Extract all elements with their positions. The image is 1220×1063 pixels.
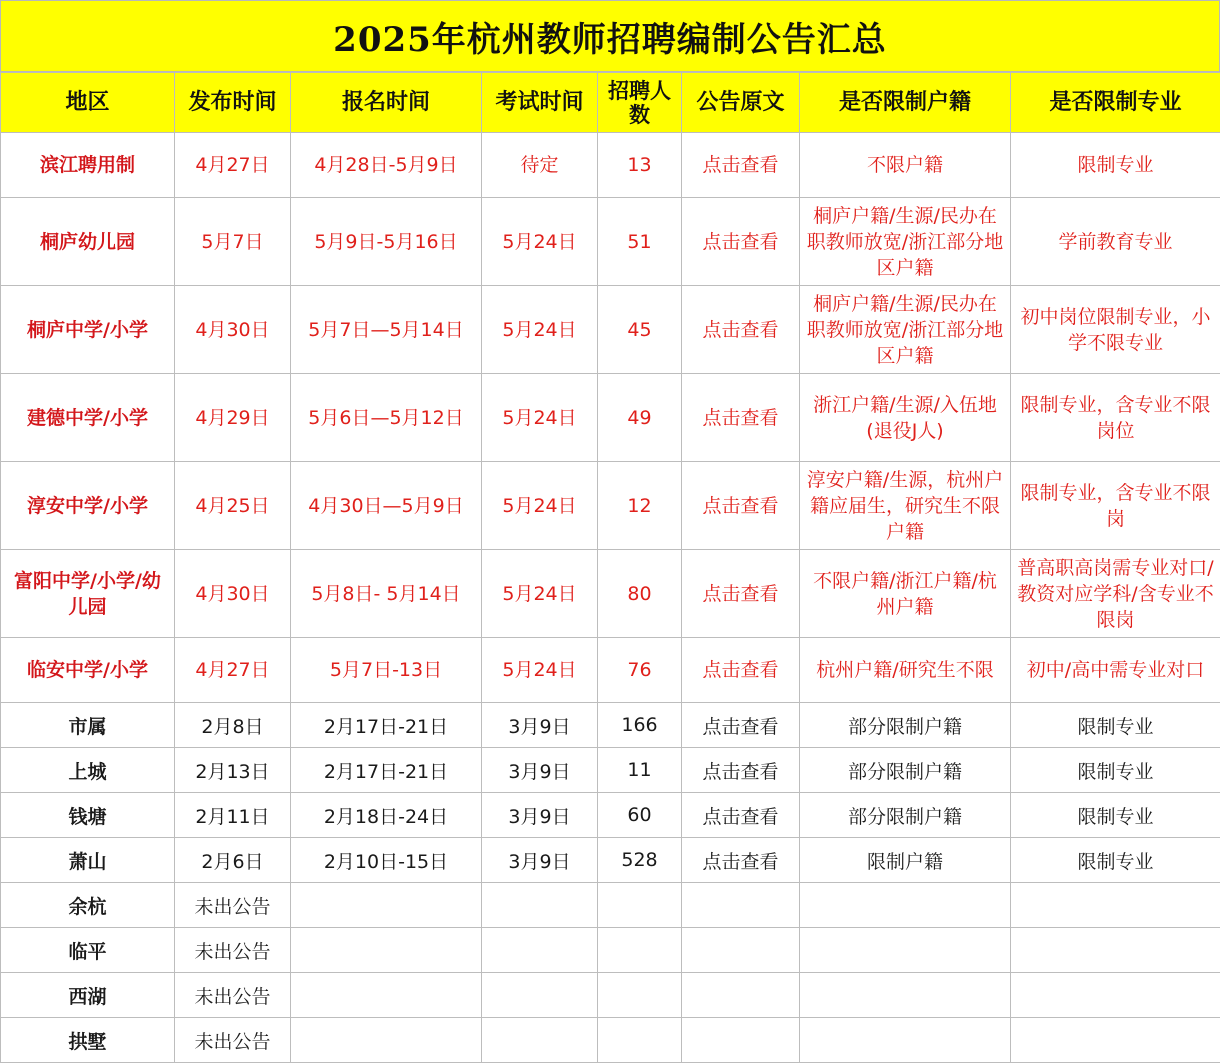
cell-publish-date: 2月8日 [175, 703, 291, 748]
cell-major [1011, 883, 1220, 928]
cell-announcement [682, 1018, 800, 1063]
cell-hukou [800, 973, 1011, 1018]
announcement-link[interactable]: 点击查看 [682, 133, 800, 198]
cell-quota [598, 1018, 682, 1063]
table-row [1, 973, 1220, 1018]
announcement-link[interactable]: 点击查看 [682, 703, 800, 748]
header-exam-date: 考试时间 [482, 73, 598, 133]
cell-quota: 12 [598, 462, 682, 550]
cell-registration [291, 928, 482, 973]
table-row [1, 928, 1220, 973]
cell-quota [598, 973, 682, 1018]
cell-exam-date [482, 973, 598, 1018]
cell-publish-date: 2月11日 [175, 793, 291, 838]
cell-exam-date: 5月24日 [482, 374, 598, 462]
cell-announcement [682, 928, 800, 973]
cell-exam-date [482, 1018, 598, 1063]
cell-quota: 166 [598, 703, 682, 748]
table-row [1, 793, 1220, 838]
cell-exam-date: 待定 [482, 133, 598, 198]
cell-publish-date: 未出公告 [175, 883, 291, 928]
cell-registration: 5月7日—5月14日 [291, 286, 482, 374]
page-title: 2025年杭州教师招聘编制公告汇总 [0, 0, 1220, 72]
cell-quota [598, 928, 682, 973]
cell-exam-date: 3月9日 [482, 838, 598, 883]
cell-publish-date: 未出公告 [175, 1018, 291, 1063]
header-registration: 报名时间 [291, 73, 482, 133]
cell-major: 普高职高岗需专业对口/教资对应学科/含专业不限岗 [1011, 550, 1220, 638]
cell-major: 限制专业，含专业不限岗 [1011, 462, 1220, 550]
table-row [1, 703, 1220, 748]
cell-exam-date [482, 928, 598, 973]
announcement-link[interactable]: 点击查看 [682, 286, 800, 374]
table-row [1, 1018, 1220, 1063]
cell-quota: 13 [598, 133, 682, 198]
cell-exam-date: 5月24日 [482, 198, 598, 286]
cell-publish-date: 2月13日 [175, 748, 291, 793]
cell-hukou: 不限户籍/浙江户籍/杭州户籍 [800, 550, 1011, 638]
cell-registration: 2月10日-15日 [291, 838, 482, 883]
cell-hukou [800, 883, 1011, 928]
cell-region: 临平 [1, 928, 175, 973]
cell-publish-date: 2月6日 [175, 838, 291, 883]
cell-region: 萧山 [1, 838, 175, 883]
cell-major [1011, 1018, 1220, 1063]
cell-major: 限制专业 [1011, 793, 1220, 838]
cell-region: 桐庐幼儿园 [1, 198, 175, 286]
cell-major [1011, 928, 1220, 973]
announcement-link[interactable]: 点击查看 [682, 198, 800, 286]
cell-exam-date [482, 883, 598, 928]
announcement-link[interactable]: 点击查看 [682, 374, 800, 462]
cell-registration: 2月17日-21日 [291, 748, 482, 793]
cell-hukou: 部分限制户籍 [800, 703, 1011, 748]
cell-quota: 51 [598, 198, 682, 286]
cell-region: 滨江聘用制 [1, 133, 175, 198]
cell-hukou: 部分限制户籍 [800, 793, 1011, 838]
cell-hukou: 不限户籍 [800, 133, 1011, 198]
recruitment-table [0, 72, 1220, 1063]
header-row [1, 73, 1220, 133]
cell-major: 初中岗位限制专业，小学不限专业 [1011, 286, 1220, 374]
cell-major: 学前教育专业 [1011, 198, 1220, 286]
cell-hukou: 浙江户籍/生源/入伍地(退役J人) [800, 374, 1011, 462]
cell-region: 建德中学/小学 [1, 374, 175, 462]
announcement-link[interactable]: 点击查看 [682, 638, 800, 703]
cell-quota: 76 [598, 638, 682, 703]
cell-quota: 528 [598, 838, 682, 883]
cell-quota: 60 [598, 793, 682, 838]
cell-publish-date: 未出公告 [175, 928, 291, 973]
table-row [1, 748, 1220, 793]
cell-registration: 5月9日-5月16日 [291, 198, 482, 286]
cell-region: 钱塘 [1, 793, 175, 838]
header-quota: 招聘人数 [598, 73, 682, 133]
cell-quota: 80 [598, 550, 682, 638]
cell-registration: 4月30日—5月9日 [291, 462, 482, 550]
cell-exam-date: 3月9日 [482, 703, 598, 748]
cell-registration [291, 883, 482, 928]
cell-registration: 5月7日-13日 [291, 638, 482, 703]
table-row [1, 286, 1220, 374]
cell-major: 限制专业 [1011, 703, 1220, 748]
table-row [1, 374, 1220, 462]
cell-major [1011, 973, 1220, 1018]
cell-region: 淳安中学/小学 [1, 462, 175, 550]
cell-registration [291, 973, 482, 1018]
table-row [1, 883, 1220, 928]
cell-publish-date: 4月25日 [175, 462, 291, 550]
cell-announcement [682, 973, 800, 1018]
cell-quota [598, 883, 682, 928]
cell-announcement [682, 883, 800, 928]
header-region: 地区 [1, 73, 175, 133]
cell-registration: 5月8日- 5月14日 [291, 550, 482, 638]
announcement-link[interactable]: 点击查看 [682, 793, 800, 838]
cell-exam-date: 3月9日 [482, 748, 598, 793]
cell-publish-date: 5月7日 [175, 198, 291, 286]
table-row [1, 133, 1220, 198]
cell-registration: 5月6日—5月12日 [291, 374, 482, 462]
cell-exam-date: 5月24日 [482, 462, 598, 550]
cell-hukou: 杭州户籍/研究生不限 [800, 638, 1011, 703]
cell-quota: 45 [598, 286, 682, 374]
table-row [1, 198, 1220, 286]
cell-major: 限制专业 [1011, 838, 1220, 883]
header-hukou: 是否限制户籍 [800, 73, 1011, 133]
cell-quota: 49 [598, 374, 682, 462]
cell-hukou [800, 1018, 1011, 1063]
cell-major: 初中/高中需专业对口 [1011, 638, 1220, 703]
announcement-link[interactable]: 点击查看 [682, 838, 800, 883]
cell-registration: 2月17日-21日 [291, 703, 482, 748]
table-row [1, 838, 1220, 883]
announcement-link[interactable]: 点击查看 [682, 748, 800, 793]
cell-hukou: 桐庐户籍/生源/民办在职教师放宽/浙江部分地区户籍 [800, 286, 1011, 374]
header-announcement: 公告原文 [682, 73, 800, 133]
cell-region: 市属 [1, 703, 175, 748]
cell-exam-date: 5月24日 [482, 550, 598, 638]
cell-region: 上城 [1, 748, 175, 793]
cell-major: 限制专业 [1011, 748, 1220, 793]
cell-region: 临安中学/小学 [1, 638, 175, 703]
cell-major: 限制专业，含专业不限岗位 [1011, 374, 1220, 462]
announcement-link[interactable]: 点击查看 [682, 550, 800, 638]
cell-major: 限制专业 [1011, 133, 1220, 198]
cell-hukou: 桐庐户籍/生源/民办在职教师放宽/浙江部分地区户籍 [800, 198, 1011, 286]
cell-publish-date: 4月27日 [175, 133, 291, 198]
table-row [1, 462, 1220, 550]
cell-publish-date: 4月30日 [175, 550, 291, 638]
cell-region: 拱墅 [1, 1018, 175, 1063]
header-major: 是否限制专业 [1011, 73, 1220, 133]
cell-exam-date: 5月24日 [482, 638, 598, 703]
header-publish-date: 发布时间 [175, 73, 291, 133]
cell-quota: 11 [598, 748, 682, 793]
cell-publish-date: 4月27日 [175, 638, 291, 703]
announcement-link[interactable]: 点击查看 [682, 462, 800, 550]
cell-hukou [800, 928, 1011, 973]
cell-hukou: 限制户籍 [800, 838, 1011, 883]
cell-region: 富阳中学/小学/幼儿园 [1, 550, 175, 638]
cell-hukou: 部分限制户籍 [800, 748, 1011, 793]
cell-exam-date: 3月9日 [482, 793, 598, 838]
cell-region: 西湖 [1, 973, 175, 1018]
cell-registration [291, 1018, 482, 1063]
cell-region: 桐庐中学/小学 [1, 286, 175, 374]
cell-exam-date: 5月24日 [482, 286, 598, 374]
cell-publish-date: 4月29日 [175, 374, 291, 462]
table-row [1, 638, 1220, 703]
cell-registration: 4月28日-5月9日 [291, 133, 482, 198]
table-row [1, 550, 1220, 638]
cell-region: 余杭 [1, 883, 175, 928]
cell-hukou: 淳安户籍/生源，杭州户籍应届生，研究生不限户籍 [800, 462, 1011, 550]
cell-publish-date: 未出公告 [175, 973, 291, 1018]
cell-publish-date: 4月30日 [175, 286, 291, 374]
cell-registration: 2月18日-24日 [291, 793, 482, 838]
